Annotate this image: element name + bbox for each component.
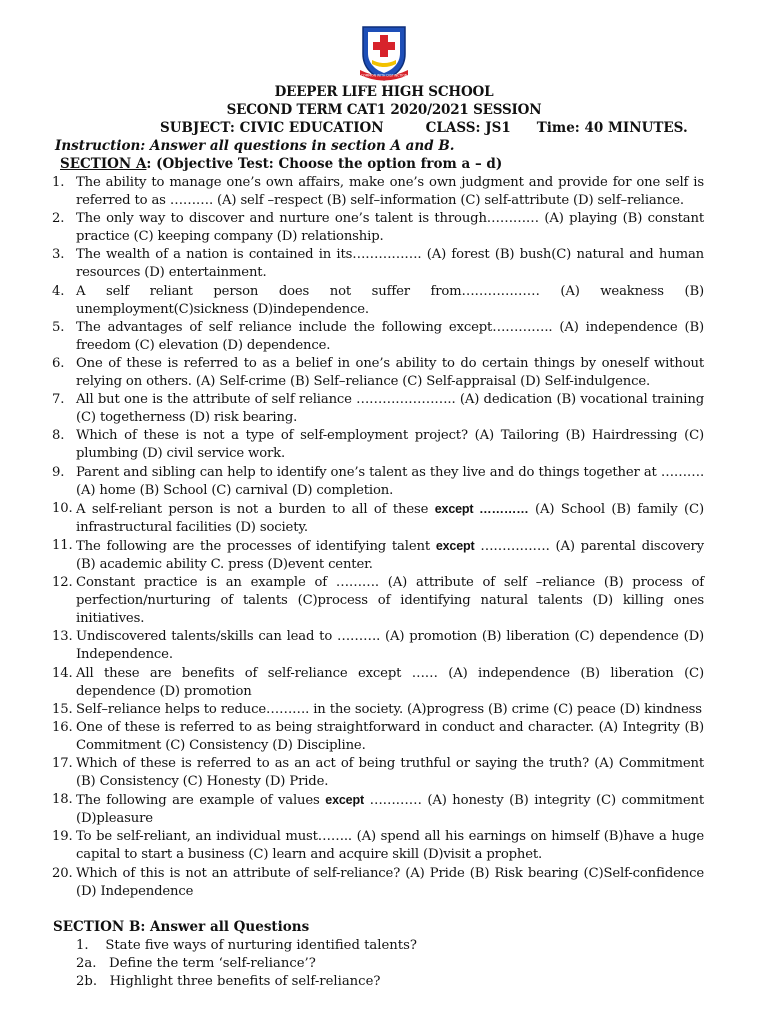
question-number: 2. (52, 211, 65, 227)
question-emphasis: except ………… (434, 501, 529, 516)
question-text-end: ……………. (A) parental discovery (B) academic ability C. press (D)event center. (76, 538, 704, 572)
section-b-question-list (76, 937, 417, 992)
question-text-start: The following are example of values (76, 793, 326, 809)
question-text-start: A self-reliant person is not a burden to all of these (76, 501, 435, 517)
question-item (48, 246, 704, 282)
question-number: 14. (52, 665, 73, 681)
question-item (48, 828, 704, 864)
question-emphasis: except (325, 793, 364, 808)
question-text: To be self-reliant, an individual must…….. (A) spend all his earnings on himself (B)have a huge capital to start a business (C) learn and acquire skill (D)visit a prophet. (76, 829, 704, 863)
school-name: DEEPER LIFE HIGH SCHOOL (274, 84, 494, 100)
question-text: Which of these is referred to as an act of being truthful or saying the truth? (A) Commitment (B) Consistency (C) Honesty (D) Pride. (76, 756, 704, 790)
question-item (48, 719, 704, 755)
question-item (48, 500, 704, 537)
question-text (76, 502, 704, 535)
question-number: 4. (52, 283, 65, 299)
section-a-heading (60, 156, 502, 172)
section-b-question: 1. State five ways of nurturing identified talents? (76, 938, 417, 953)
question-text-start: The following are the processes of identifying talent (76, 538, 436, 554)
question-text (76, 793, 704, 826)
section-b-heading: SECTION B: Answer all Questions (53, 919, 310, 935)
question-text-end: (A) School (B) family (C) infrastructural facilities (D) society. (76, 501, 704, 535)
section-a-title: SECTION A (60, 156, 147, 172)
question-item (48, 755, 704, 791)
question-number: 18. (52, 792, 73, 808)
section-a-subtitle: : (Objective Test: Choose the option from a – d) (146, 156, 503, 172)
question-text: The only way to discover and nurture one’s talent is through………… (A) playing (B) constant practice (C) keeping company (D) relationship. (76, 211, 704, 245)
question-item (48, 791, 704, 828)
question-item (48, 210, 704, 246)
subject-line (160, 120, 688, 136)
question-item (48, 464, 704, 500)
question-number: 3. (52, 247, 65, 263)
question-text: All but one is the attribute of self reliance ………………….. (A) dedication (B) vocational training (C) togetherness (D) risk bearing. (76, 392, 704, 426)
question-number: 10. (52, 500, 73, 516)
question-list (48, 174, 704, 901)
section-b-question: 2a. Define the term ‘self-reliance’? (76, 956, 316, 972)
question-text: One of these is referred to as being straightforward in conduct and character. (A) Integrity (B) Commitment (C) Consistency (D) Discipline. (76, 719, 704, 753)
subject-label: SUBJECT: CIVIC EDUCATION (160, 120, 384, 136)
question-text: One of these is referred to as a belief in one’s ability to do certain things by oneself without relying on others. (A) Self-crime (B) Self–reliance (C) Self-appraisal (D) Self-indulgence. (76, 355, 704, 390)
question-number: 7. (52, 392, 65, 408)
question-text: All these are benefits of self-reliance except …… (A) independence (B) liberation (C) dependence (D) promotion (76, 665, 704, 699)
question-number: 1. (52, 175, 65, 190)
question-number: 9. (52, 464, 65, 480)
instruction: Instruction: Answer all questions in section A and B. (55, 138, 455, 154)
question-text: A self reliant person does not suffer from……………… (A) weakness (B) unemployment(C)sickness (D)independence. (76, 283, 704, 317)
question-item (48, 574, 704, 628)
question-number: 11. (52, 537, 73, 553)
question-text: Which of this is not an attribute of self-reliance? (A) Pride (B) Risk bearing (C)Self-confidence (D) Independence (76, 865, 704, 899)
question-number: 17. (52, 756, 73, 771)
term-session: SECOND TERM CAT1 2020/2021 SESSION (226, 102, 542, 118)
question-number: 20. (52, 865, 73, 881)
question-item (48, 319, 704, 355)
logo-motto: COMMON WITH DISTINCTION (360, 73, 408, 78)
question-text (76, 539, 704, 572)
question-item (48, 701, 704, 719)
question-text: The wealth of a nation is contained in its……………. (A) forest (B) bush(C) natural and human resources (D) entertainment. (76, 247, 704, 281)
question-item (48, 174, 704, 210)
question-text-end: ………… (A) honesty (B) integrity (C) commitment (D)pleasure (76, 793, 704, 827)
section-b-question: 2b. Highlight three benefits of self-reliance? (76, 974, 381, 990)
question-number: 13. (52, 629, 73, 645)
question-emphasis: except (435, 538, 475, 553)
question-number: 16. (52, 719, 73, 735)
question-number: 12. (52, 575, 73, 591)
class-label: CLASS: JS1 (425, 120, 511, 136)
question-text: The ability to manage one’s own affairs, make one’s own judgment and provide for one self is referred to as ………. (A) self –respect (B) self–information (C) self-attribute (D) self–reliance. (76, 175, 704, 209)
question-text: Self–reliance helps to reduce………. in the society. (A)progress (B) crime (C) peace (D) kindness (76, 701, 702, 717)
question-item (48, 283, 704, 319)
school-crest-logo (357, 24, 411, 82)
question-text: The advantages of self reliance include the following except………….. (A) independence (B) freedom (C) elevation (D) dependence. (76, 319, 704, 353)
question-item (48, 665, 704, 701)
question-item (48, 865, 704, 901)
question-number: 5. (52, 319, 65, 335)
question-number: 15. (52, 701, 73, 717)
time-label: Time: 40 MINUTES. (536, 120, 688, 136)
question-number: 19. (52, 829, 73, 845)
question-item (48, 391, 704, 427)
question-number: 6. (52, 355, 65, 371)
question-item (48, 355, 704, 391)
question-number: 8. (52, 428, 65, 444)
question-text: Constant practice is an example of ………. (A) attribute of self –reliance (B) process of perfection/nurturing of talents (C)process of identifying natural talents (D) killing ones initiatives. (76, 575, 704, 627)
question-text: Parent and sibling can help to identify one’s talent as they live and do things together at ………. (A) home (B) School (C) carnival (D) completion. (76, 464, 704, 498)
question-item (48, 537, 704, 574)
question-item (48, 628, 704, 664)
question-text: Which of these is not a type of self-employment project? (A) Tailoring (B) Hairdressing (C) plumbing (D) civil service work. (76, 428, 704, 462)
question-text: Undiscovered talents/skills can lead to ………. (A) promotion (B) liberation (C) dependence (D) Independence. (76, 629, 704, 663)
question-item (48, 427, 704, 463)
